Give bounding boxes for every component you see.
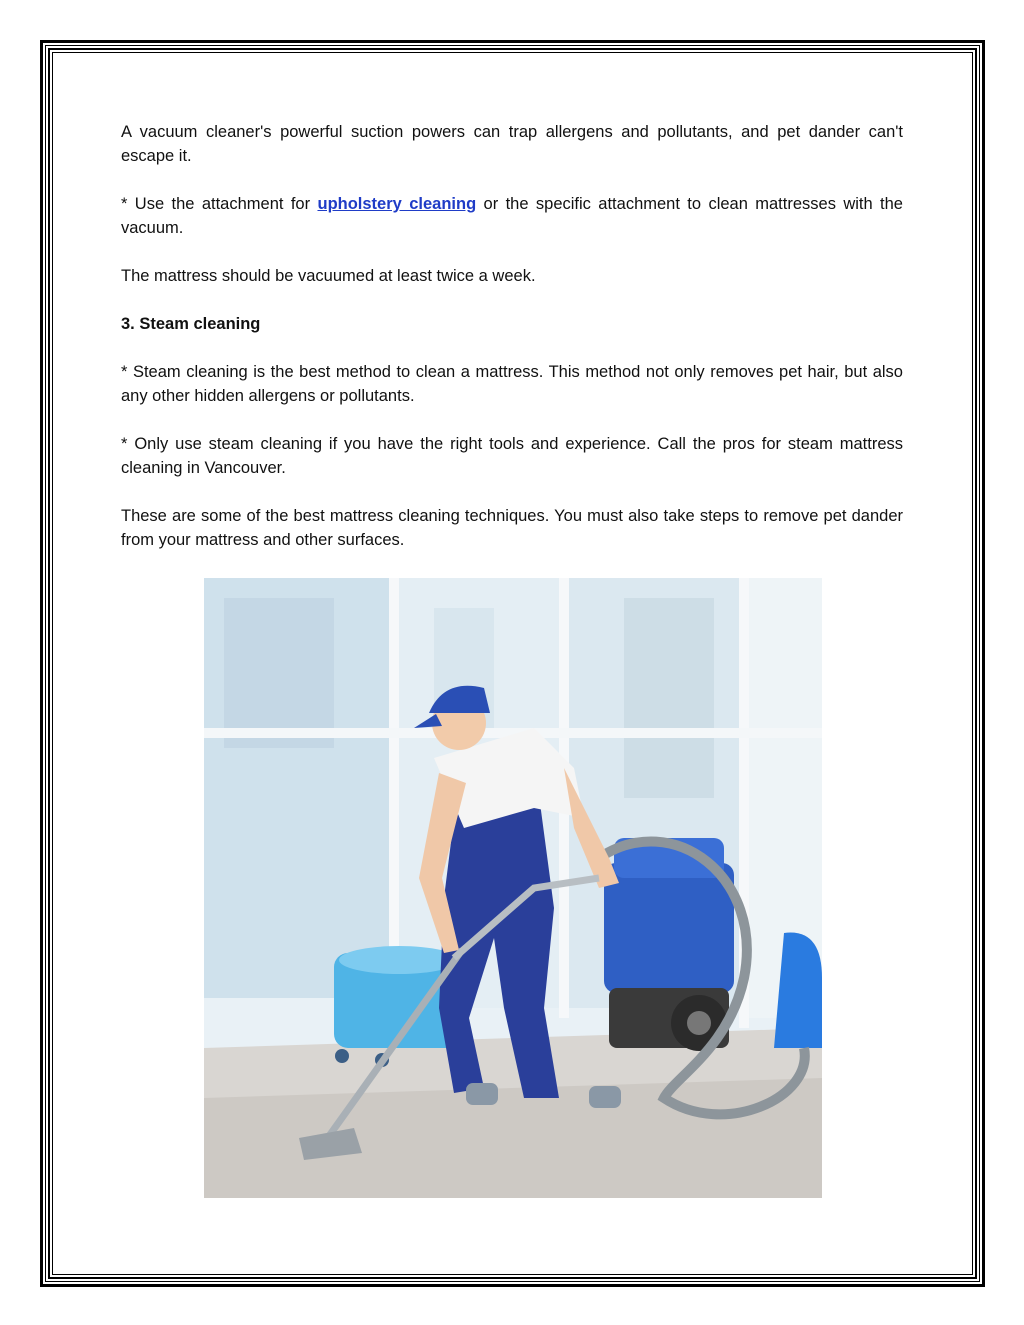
paragraph-vacuum-frequency: The mattress should be vacuumed at least twice a week. [121,267,536,285]
upholstery-cleaning-link[interactable]: upholstery cleaning [317,195,477,213]
paragraph-steam-best-method: * Steam cleaning is the best method to clean a mattress. This method not only removes pet hair, but also any other hidden allergens or pollutants. [121,363,903,405]
paragraph-conclusion: These are some of the best mattress cleaning techniques. You must also take steps to remove pet dander from your mattress and other surfaces. [121,507,903,549]
section-heading-steam-cleaning: 3. Steam cleaning [121,315,261,333]
attachment-text-before: * Use the attachment for [121,195,318,213]
attachment-text-after: or the specific attachment to clean mattresses with the vacuum. [121,195,903,237]
paragraph-vacuum-suction: A vacuum cleaner's powerful suction powers can trap allergens and pollutants, and pet dander can't escape it. [121,123,903,165]
paragraph-steam-pros: * Only use steam cleaning if you have the right tools and experience. Call the pros for steam mattress cleaning in Vancouver. [121,435,903,477]
carpet-cleaning-photo [204,578,822,1198]
paragraph-attachment [121,192,903,240]
article-body [121,120,903,576]
